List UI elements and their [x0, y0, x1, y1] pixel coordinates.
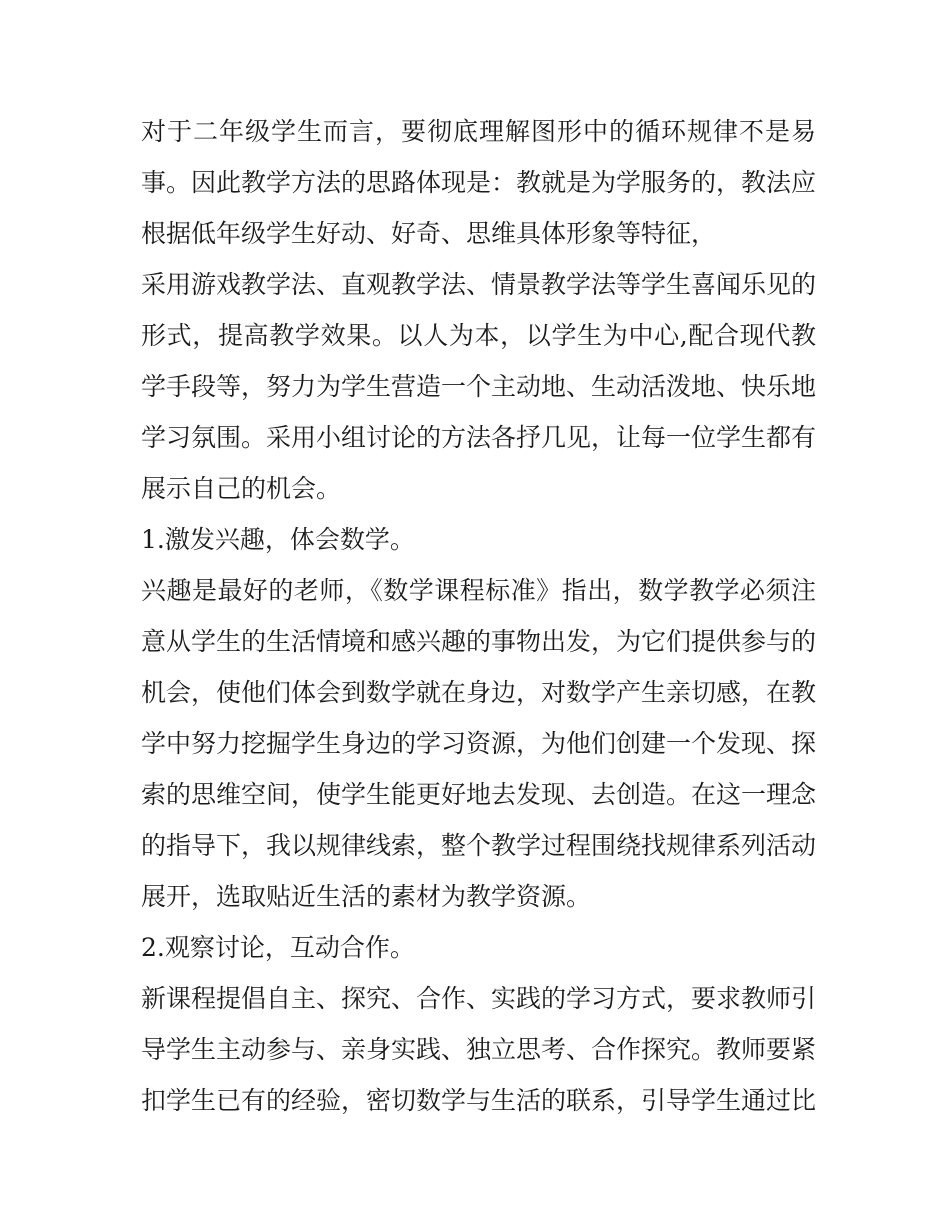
text-line: 根据低年级学生好动、好奇、思维具体形象等特征，	[141, 219, 717, 248]
text-line: 意从学生的生活情境和感兴趣的事物出发，为它们提供参与的	[141, 627, 817, 656]
text-line: 展开，选取贴近生活的素材为教学资源。	[141, 882, 592, 911]
text-line: 学中努力挖掘学生身边的学习资源，为他们创建一个发现、探	[141, 729, 817, 758]
text-line: 兴趣是最好的老师，《数学课程标准》指出，数学教学必须注	[141, 576, 816, 605]
text-line: 学习氛围。采用小组讨论的方法各抒几见，让每一位学生都有	[141, 423, 817, 452]
document-body	[141, 106, 816, 1126]
text-line: 学手段等，努力为学生营造一个主动地、生动活泼地、快乐地	[141, 372, 817, 401]
text-line: 机会，使他们体会到数学就在身边，对数学产生亲切感，在教	[141, 678, 817, 707]
text-line: 采用游戏教学法、直观教学法、情景教学法等学生喜闻乐见的	[141, 270, 817, 299]
text-line: 展示自己的机会。	[141, 474, 342, 503]
text-line: 索的思维空间，使学生能更好地去发现、去创造。在这一理念	[141, 780, 817, 809]
text-line: 的指导下，我以规律线索，整个教学过程围绕找规律系列活动	[141, 831, 817, 860]
text-line: 对于二年级学生而言，要彻底理解图形中的循环规律不是易	[141, 117, 816, 146]
text-line: 新课程提倡自主、探究、合作、实践的学习方式，要求教师引	[141, 984, 817, 1013]
text-line: 扣学生已有的经验，密切数学与生活的联系，引导学生通过比	[141, 1086, 817, 1115]
text-line: 导学生主动参与、亲身实践、独立思考、合作探究。教师要紧	[141, 1035, 817, 1064]
section-heading: 1.激发兴趣，体会数学。	[141, 525, 415, 554]
section-heading: 2.观察讨论，互动合作。	[141, 933, 415, 962]
text-line: 形式，提高教学效果。以人为本，以学生为中心,配合现代教	[141, 321, 816, 350]
text-line: 事。因此教学方法的思路体现是：教就是为学服务的，教法应	[141, 168, 817, 197]
